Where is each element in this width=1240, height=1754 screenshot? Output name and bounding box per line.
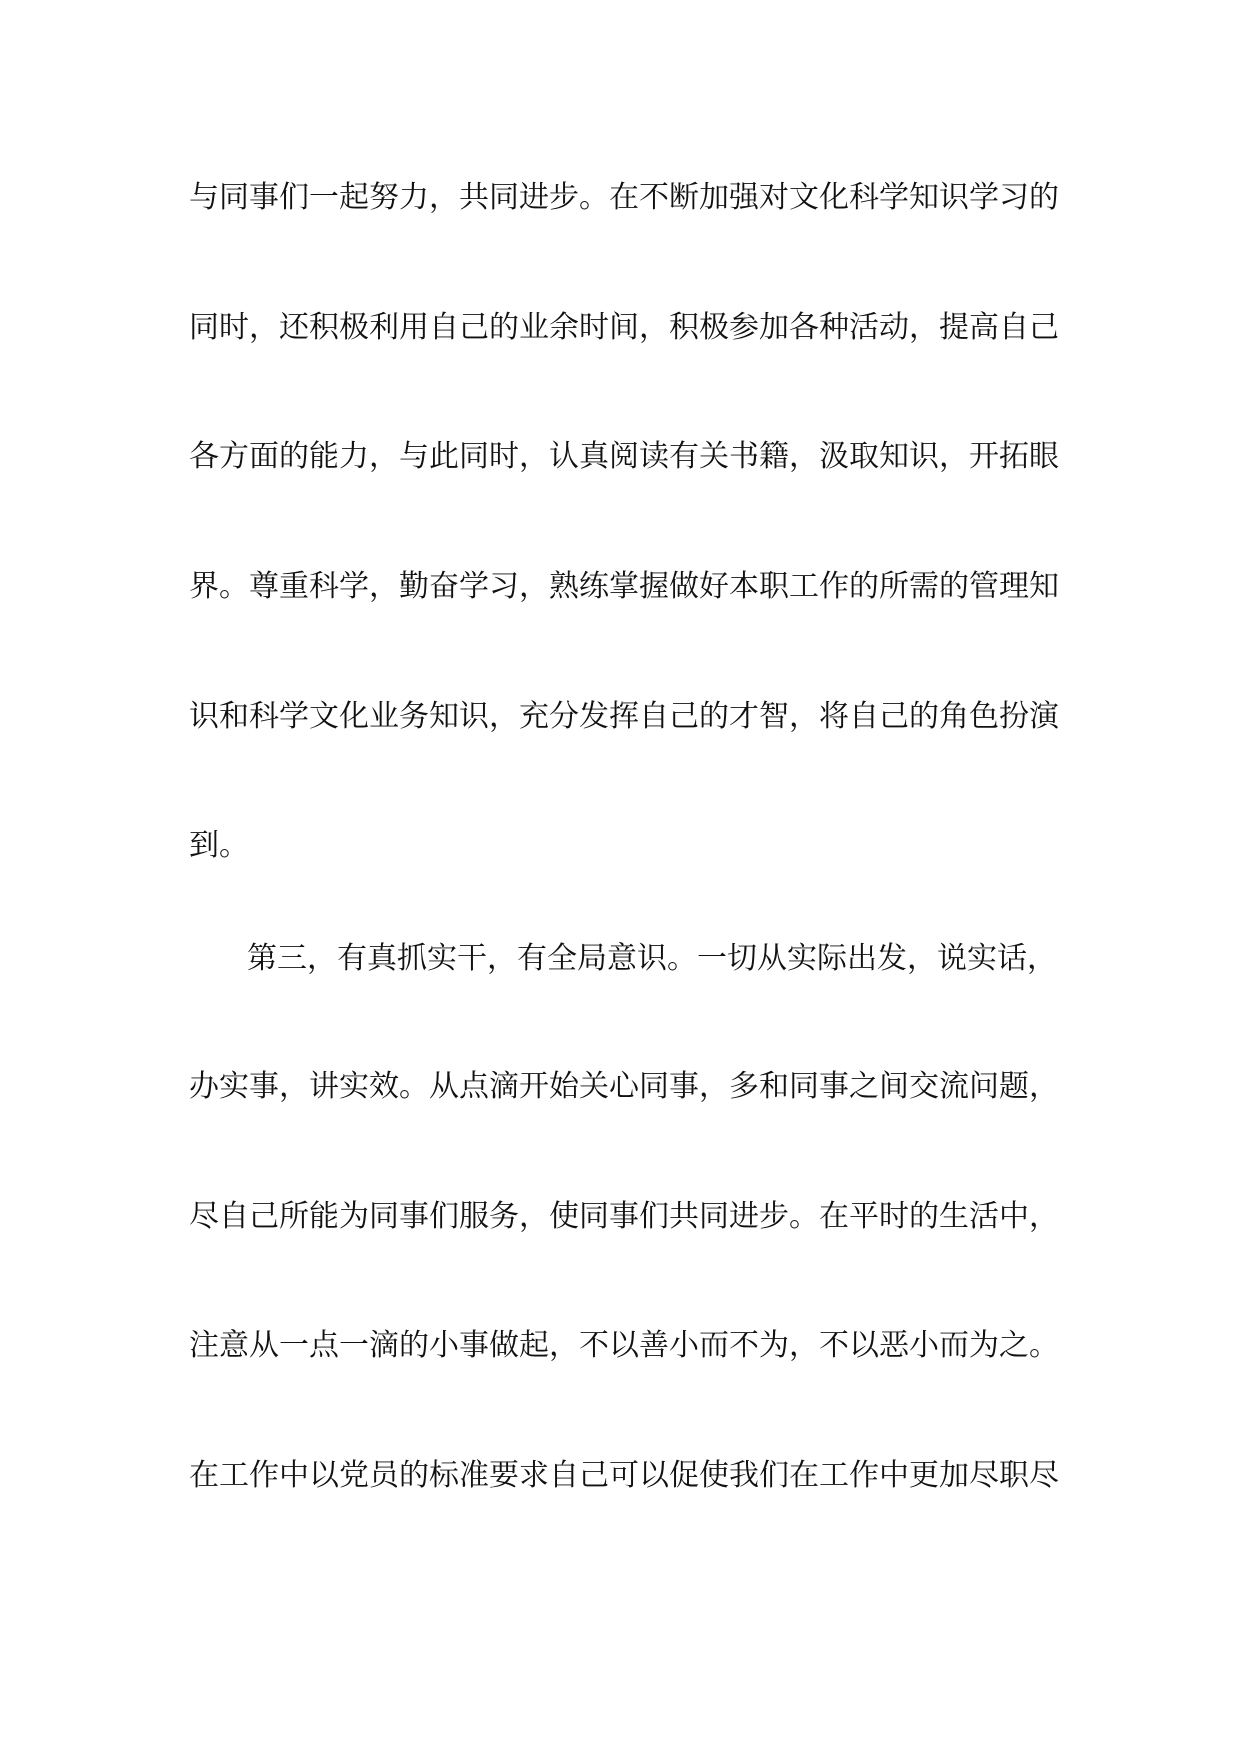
text-line: 注意从一点一滴的小事做起，不以善小而不为，不以恶小而为之。 (189, 1328, 1059, 1363)
text-line: 界。尊重科学，勤奋学习，熟练掌握做好本职工作的所需的管理知 (189, 569, 1059, 604)
text-line: 各方面的能力，与此同时，认真阅读有关书籍，汲取知识，开拓眼 (189, 439, 1059, 474)
text-line: 识和科学文化业务知识，充分发挥自己的才智，将自己的角色扮演 (189, 699, 1059, 734)
text-line: 在工作中以党员的标准要求自己可以促使我们在工作中更加尽职尽 (189, 1458, 1059, 1493)
text-line: 尽自己所能为同事们服务，使同事们共同进步。在平时的生活中， (189, 1199, 1059, 1234)
text-line: 与同事们一起努力，共同进步。在不断加强对文化科学知识学习的 (189, 180, 1059, 215)
paragraph-first-line: 第三，有真抓实干，有全局意识。一切从实际出发，说实话， (247, 941, 1057, 976)
text-line: 办实事，讲实效。从点滴开始关心同事，多和同事之间交流问题， (189, 1069, 1059, 1104)
text-line: 同时，还积极利用自己的业余时间，积极参加各种活动，提高自己 (189, 310, 1059, 345)
text-line: 到。 (189, 828, 249, 863)
